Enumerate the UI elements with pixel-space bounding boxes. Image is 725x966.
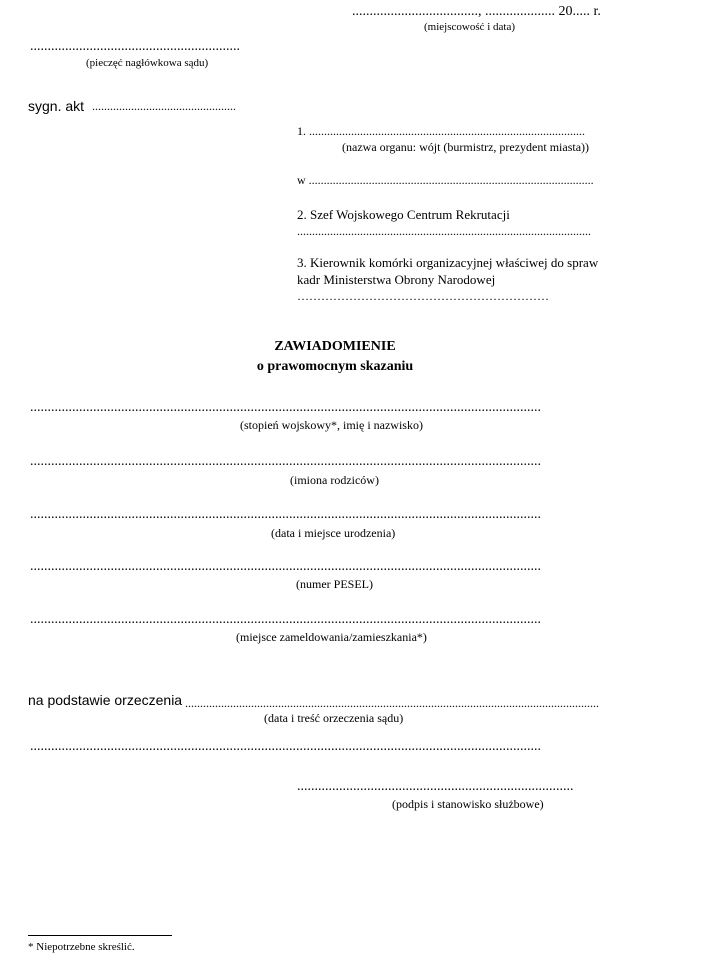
ruling-extra-line[interactable]: .................................................................................................................................................. <box>30 739 541 754</box>
field-residence-caption: (miejsce zameldowania/zamieszkania*) <box>236 630 427 644</box>
document-title: ZAWIADOMIENIE <box>274 339 396 354</box>
field-rank-name-line[interactable]: .................................................................................................................................................. <box>30 400 541 415</box>
ruling-caption: (data i treść orzeczenia sądu) <box>264 711 404 725</box>
field-birth-caption: (data i miejsce urodzenia) <box>271 526 396 540</box>
field-pesel-line[interactable]: .................................................................................................................................................. <box>30 559 541 574</box>
ruling-line[interactable]: .......................................................................................................................................... <box>185 696 599 710</box>
recipient-3-line-3[interactable]: ……………………………………………………… <box>297 289 549 303</box>
field-birth-line[interactable]: .................................................................................................................................................. <box>30 507 541 522</box>
recipient-3-line-2: kadr Ministerstwa Obrony Narodowej <box>297 272 496 287</box>
recipient-3-line-1: 3. Kierownik komórki organizacyjnej właściwej do spraw <box>297 255 599 270</box>
recipient-2-label: 2. Szef Wojskowego Centrum Rekrutacji <box>297 207 510 222</box>
recipient-1-caption: (nazwa organu: wójt (burmistrz, prezydent miasta)) <box>342 140 590 154</box>
recipient-1-location-line[interactable]: w ............................................................................................... <box>297 173 594 187</box>
place-date-caption: (miejscowość i data) <box>424 21 516 33</box>
recipient-1-line[interactable]: 1. ............................................................................................ <box>297 124 585 138</box>
ruling-label: na podstawie orzeczenia <box>28 692 183 708</box>
field-pesel-caption: (numer PESEL) <box>296 577 373 591</box>
court-stamp-line[interactable]: ............................................................ <box>30 39 240 54</box>
signature-line[interactable]: ............................................................................... <box>297 779 574 794</box>
place-date-line[interactable]: ...................................., .................... 20..... r. <box>352 4 601 19</box>
case-ref-line[interactable]: ................................................ <box>92 99 236 113</box>
signature-caption: (podpis i stanowisko służbowe) <box>392 797 544 811</box>
field-parents-line[interactable]: .................................................................................................................................................. <box>30 454 541 469</box>
field-parents-caption: (imiona rodziców) <box>290 473 379 487</box>
footnote-text: * Niepotrzebne skreślić. <box>28 941 135 953</box>
recipient-2-line[interactable]: .................................................................................................. <box>297 224 591 238</box>
court-stamp-caption: (pieczęć nagłówkowa sądu) <box>86 57 209 69</box>
field-residence-line[interactable]: .................................................................................................................................................. <box>30 612 541 627</box>
footnote-divider <box>28 935 172 936</box>
field-rank-name-caption: (stopień wojskowy*, imię i nazwisko) <box>240 418 423 432</box>
case-ref-label: sygn. akt <box>28 98 85 114</box>
document-subtitle: o prawomocnym skazaniu <box>256 359 414 374</box>
